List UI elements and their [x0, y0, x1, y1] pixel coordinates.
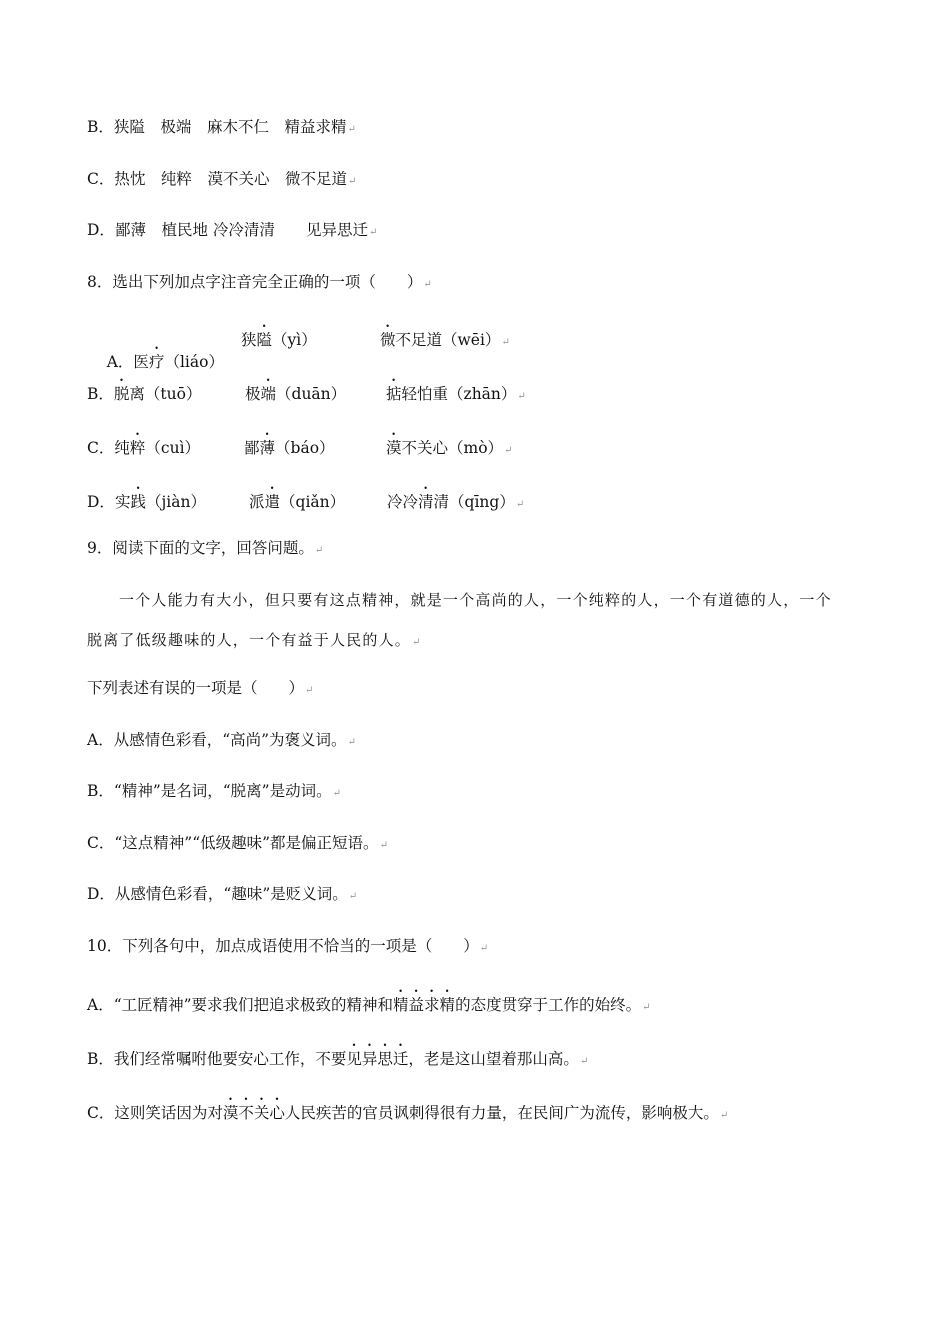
- q10-option-a: A．“工匠精神”要求我们把追求极致的精神和精益求精的态度贯穿于工作的始终。↵: [87, 996, 651, 1014]
- q7-option-d: D．鄙薄 植民地 冷冷清清 见异思迁↵: [87, 221, 378, 239]
- q9-option-b: B．“精神”是名词，“脱离”是动词。↵: [87, 782, 341, 800]
- q7-option-b: B．狭隘 极端 麻木不仁 精益求精↵: [87, 118, 356, 136]
- q9-option-d: D．从感情色彩看，“趣味”是贬义词。↵: [87, 885, 358, 903]
- q8-option-a-2: 狭隘（yì）: [241, 331, 317, 349]
- q9-question: 下列表述有误的一项是（ ）↵: [87, 679, 314, 697]
- q8-option-d-3: 冷冷清清（qīng）↵: [387, 493, 525, 511]
- q10-stem: 10．下列各句中，加点成语使用不恰当的一项是（ ）↵: [87, 937, 489, 955]
- q9-passage-line-2: 脱离了低级趣味的人，一个有益于人民的人。↵: [87, 631, 422, 649]
- q10-option-b: B．我们经常嘱咐他要安心工作，不要见异思迁，老是这山望着那山高。↵: [87, 1050, 589, 1068]
- q8-option-d: D．实践（jiàn）: [87, 493, 206, 511]
- q8-option-b: B．脱离（tuō）: [87, 385, 202, 403]
- q8-stem: 8．选出下列加点字注音完全正确的一项（ ）↵: [87, 273, 432, 291]
- q8-option-a-3: 微不足道（wēi）↵: [380, 331, 510, 349]
- q10-option-c: C．这则笑话因为对漠不关心人民疾苦的官员讽刺得很有力量，在民间广为流传，影响极大。↵: [87, 1104, 729, 1122]
- q8-option-c-3: 漠不关心（mò）↵: [386, 439, 513, 457]
- q9-option-c: C．“这点精神”“低级趣味”都是偏正短语。↵: [87, 834, 388, 852]
- q9-passage-line-1: 一个人能力有大小，但只要有这点精神，就是一个高尚的人，一个纯粹的人，一个有道德的人，一个: [119, 591, 832, 609]
- q8-option-b-3: 掂轻怕重（zhān）↵: [386, 385, 526, 403]
- q8-option-c-2: 鄙薄（báo）: [244, 439, 335, 457]
- q8-option-d-2: 派遣（qiǎn）: [249, 493, 346, 511]
- q9-stem: 9．阅读下面的文字，回答问题。↵: [87, 539, 324, 557]
- q8-option-b-2: 极端（duān）: [245, 385, 347, 403]
- q8-option-c: C．纯粹（cuì）: [87, 439, 201, 457]
- q9-option-a: A．从感情色彩看，“高尚”为褒义词。↵: [87, 731, 356, 749]
- q7-option-c: C．热忱 纯粹 漠不关心 微不足道↵: [87, 170, 357, 188]
- q8-option-a: A．医疗（liáo）: [106, 353, 224, 371]
